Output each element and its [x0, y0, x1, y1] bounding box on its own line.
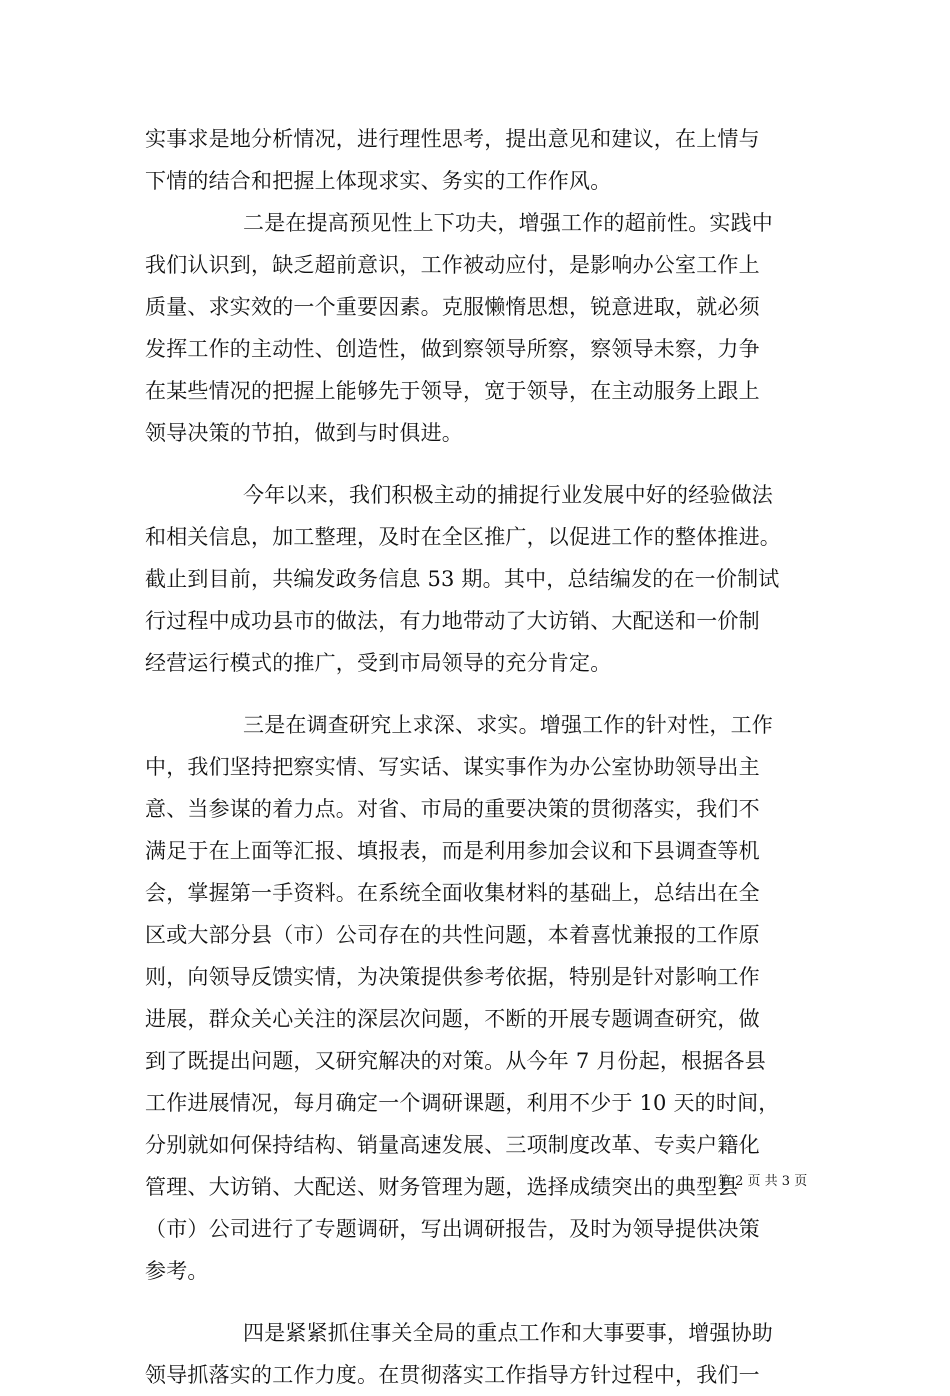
paragraph-start-line: 今年以来，我们积极主动的捕捉行业发展中好的经验做法 [243, 483, 773, 507]
text-line: 则，向领导反馈实情，为决策提供参考依据，特别是针对影响工作 [145, 965, 760, 989]
text-line: 质量、求实效的一个重要因素。克服懒惰思想，锐意进取，就必须 [145, 295, 760, 319]
text-line: 到了既提出问题，又研究解决的对策。从今年 7 月份起，根据各县 [145, 1049, 766, 1073]
paragraph-start-line: 三是在调查研究上求深、求实。增强工作的针对性，工作 [243, 713, 773, 737]
text-line: 经营运行模式的推广，受到市局领导的充分肯定。 [145, 651, 612, 675]
text-line: 和相关信息，加工整理，及时在全区推广，以促进工作的整体推进。 [145, 525, 781, 549]
text-line: 实事求是地分析情况，进行理性思考，提出意见和建议，在上情与 [145, 127, 760, 151]
text-line: 发挥工作的主动性、创造性，做到察领导所察，察领导未察，力争 [145, 337, 760, 361]
text-line: 领导决策的节拍，做到与时俱进。 [145, 421, 463, 445]
text-line: 满足于在上面等汇报、填报表，而是利用参加会议和下县调查等机 [145, 839, 760, 863]
text-line: 下情的结合和把握上体现求实、务实的工作作风。 [145, 169, 612, 193]
paragraph-start-line: 二是在提高预见性上下功夫，增强工作的超前性。实践中 [243, 211, 773, 235]
text-line: 我们认识到，缺乏超前意识，工作被动应付，是影响办公室工作上 [145, 253, 760, 277]
document-body [145, 118, 810, 1396]
text-line: （市）公司进行了专题调研，写出调研报告，及时为领导提供决策 [145, 1217, 760, 1241]
text-line: 截止到目前，共编发政务信息 53 期。其中，总结编发的在一价制试 [145, 567, 780, 591]
text-line: 中，我们坚持把察实情、写实话、谋实事作为办公室协助领导出主 [145, 755, 760, 779]
page-number-footer: 第 2 页 共 3 页 [718, 1174, 808, 1189]
text-line: 意、当参谋的着力点。对省、市局的重要决策的贯彻落实，我们不 [145, 797, 760, 821]
text-line: 会，掌握第一手资料。在系统全面收集材料的基础上，总结出在全 [145, 881, 760, 905]
text-line: 参考。 [145, 1259, 209, 1283]
text-line: 管理、大访销、大配送、财务管理为题，选择成绩突出的典型县 [145, 1175, 739, 1199]
text-line: 进展，群众关心关注的深层次问题，不断的开展专题调查研究，做 [145, 1007, 760, 1031]
text-line: 行过程中成功县市的做法，有力地带动了大访销、大配送和一价制 [145, 609, 760, 633]
paragraph-start-line: 四是紧紧抓住事关全局的重点工作和大事要事，增强协助 [243, 1321, 773, 1345]
text-line: 在某些情况的把握上能够先于领导，宽于领导，在主动服务上跟上 [145, 379, 760, 403]
text-line: 分别就如何保持结构、销量高速发展、三项制度改革、专卖户籍化 [145, 1133, 760, 1157]
text-line: 工作进展情况，每月确定一个调研课题，利用不少于 10 天的时间， [145, 1091, 780, 1115]
text-line: 区或大部分县（市）公司存在的共性问题，本着喜忧兼报的工作原 [145, 923, 760, 947]
text-line: 领导抓落实的工作力度。在贯彻落实工作指导方针过程中，我们一 [145, 1363, 760, 1387]
